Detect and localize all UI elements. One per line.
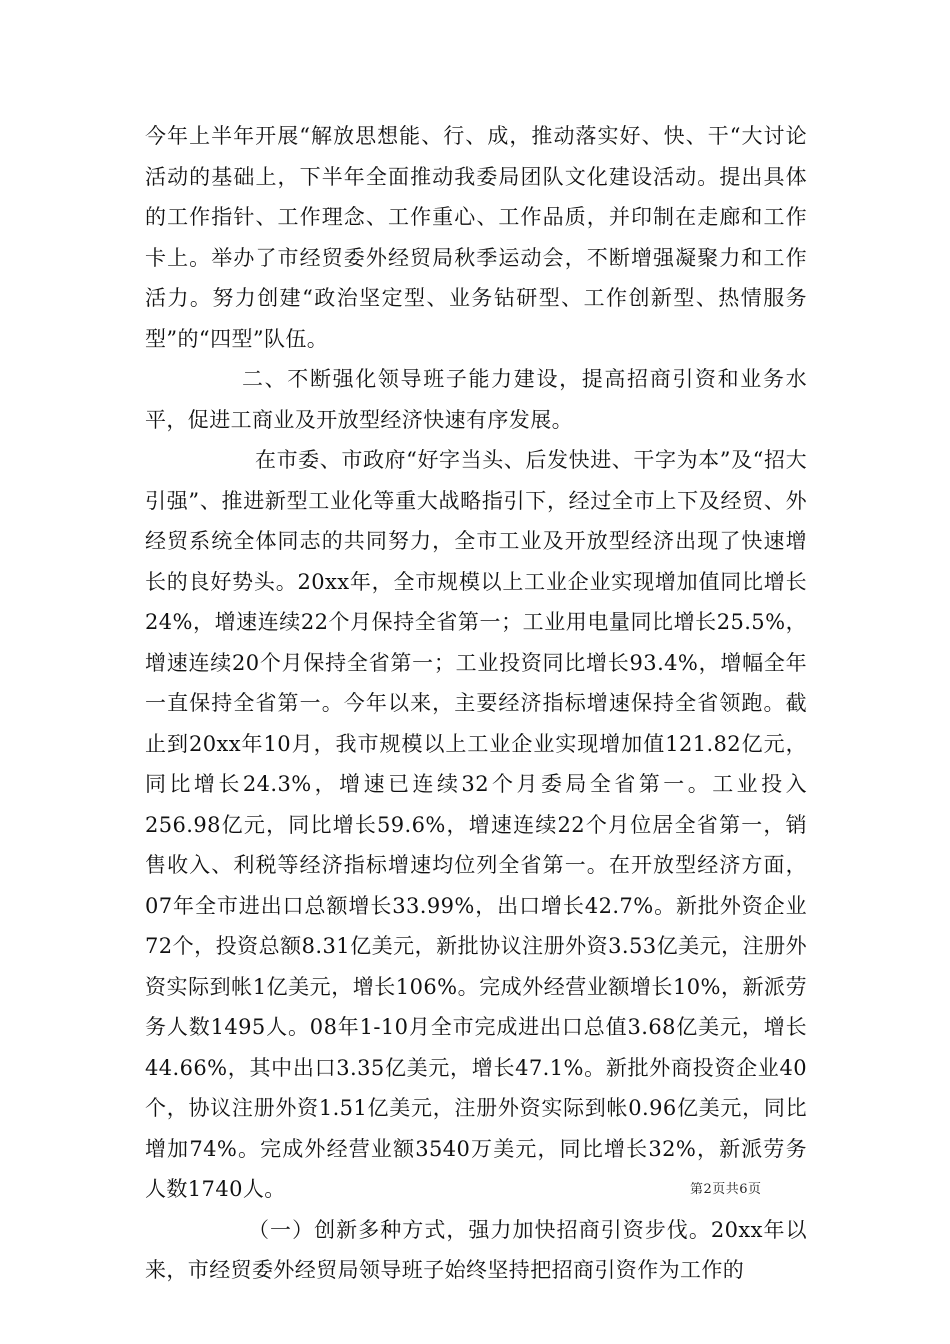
document-body	[145, 116, 807, 1291]
paragraph-investment-attraction: （一）创新多种方式，强力加快招商引资步伐。20xx年以来，市经贸委外经贸局领导班子始终坚持把招商引资作为工作的	[145, 1217, 807, 1282]
page-number-footer: 第2页共6页	[690, 1182, 762, 1197]
section-heading-leadership: 二、不断强化领导班子能力建设，提高招商引资和业务水平，促进工商业及开放型经济快速有序发展。	[145, 367, 807, 432]
paragraph-team-culture: 今年上半年开展“解放思想能、行、成，推动落实好、快、干“大讨论活动的基础上，下半年全面推动我委局团队文化建设活动。提出具体的工作指针、工作理念、工作重心、工作品质，并印制在走廊和工作卡上。举办了市经贸委外经贸局秋季运动会，不断增强凝聚力和工作活力。努力创建“政治坚定型、业务钻研型、工作创新型、热情服务型”的“四型”队伍。	[145, 124, 807, 351]
paragraph-economic-growth: 在市委、市政府“好字当头、后发快进、干字为本”及“招大引强”、推进新型工业化等重大战略指引下，经过全市上下及经贸、外经贸系统全体同志的共同努力，全市工业及开放型经济出现了快速增长的良好势头。20xx年，全市规模以上工业企业实现增加值同比增长24%，增速连续22个月保持全省第一；工业用电量同比增长25.5%，增速连续20个月保持全省第一；工业投资同比增长93.4%，增幅全年一直保持全省第一。今年以来，主要经济指标增速保持全省领跑。截止到20xx年10月，我市规模以上工业企业实现增加值121.82亿元，同比增长24.3%，增速已连续32个月委局全省第一。工业投入256.98亿元，同比增长59.6%，增速连续22个月位居全省第一，销售收入、利税等经济指标增速均位列全省第一。在开放型经济方面，07年全市进出口总额增长33.99%，出口增长42.7%。新批外资企业72个，投资总额8.31亿美元，新批协议注册外资3.53亿美元，注册外资实际到帐1亿美元，增长106%。完成外经营业额增长10%，新派劳务人数1495人。08年1-10月全市完成进出口总值3.68亿美元，增长44.66%，其中出口3.35亿美元，增长47.1%。新批外商投资企业40个，协议注册外资1.51亿美元，注册外资实际到帐0.96亿美元，同比增加74%。完成外经营业额3540万美元，同比增长32%，新派劳务人数1740人。	[145, 448, 807, 1201]
